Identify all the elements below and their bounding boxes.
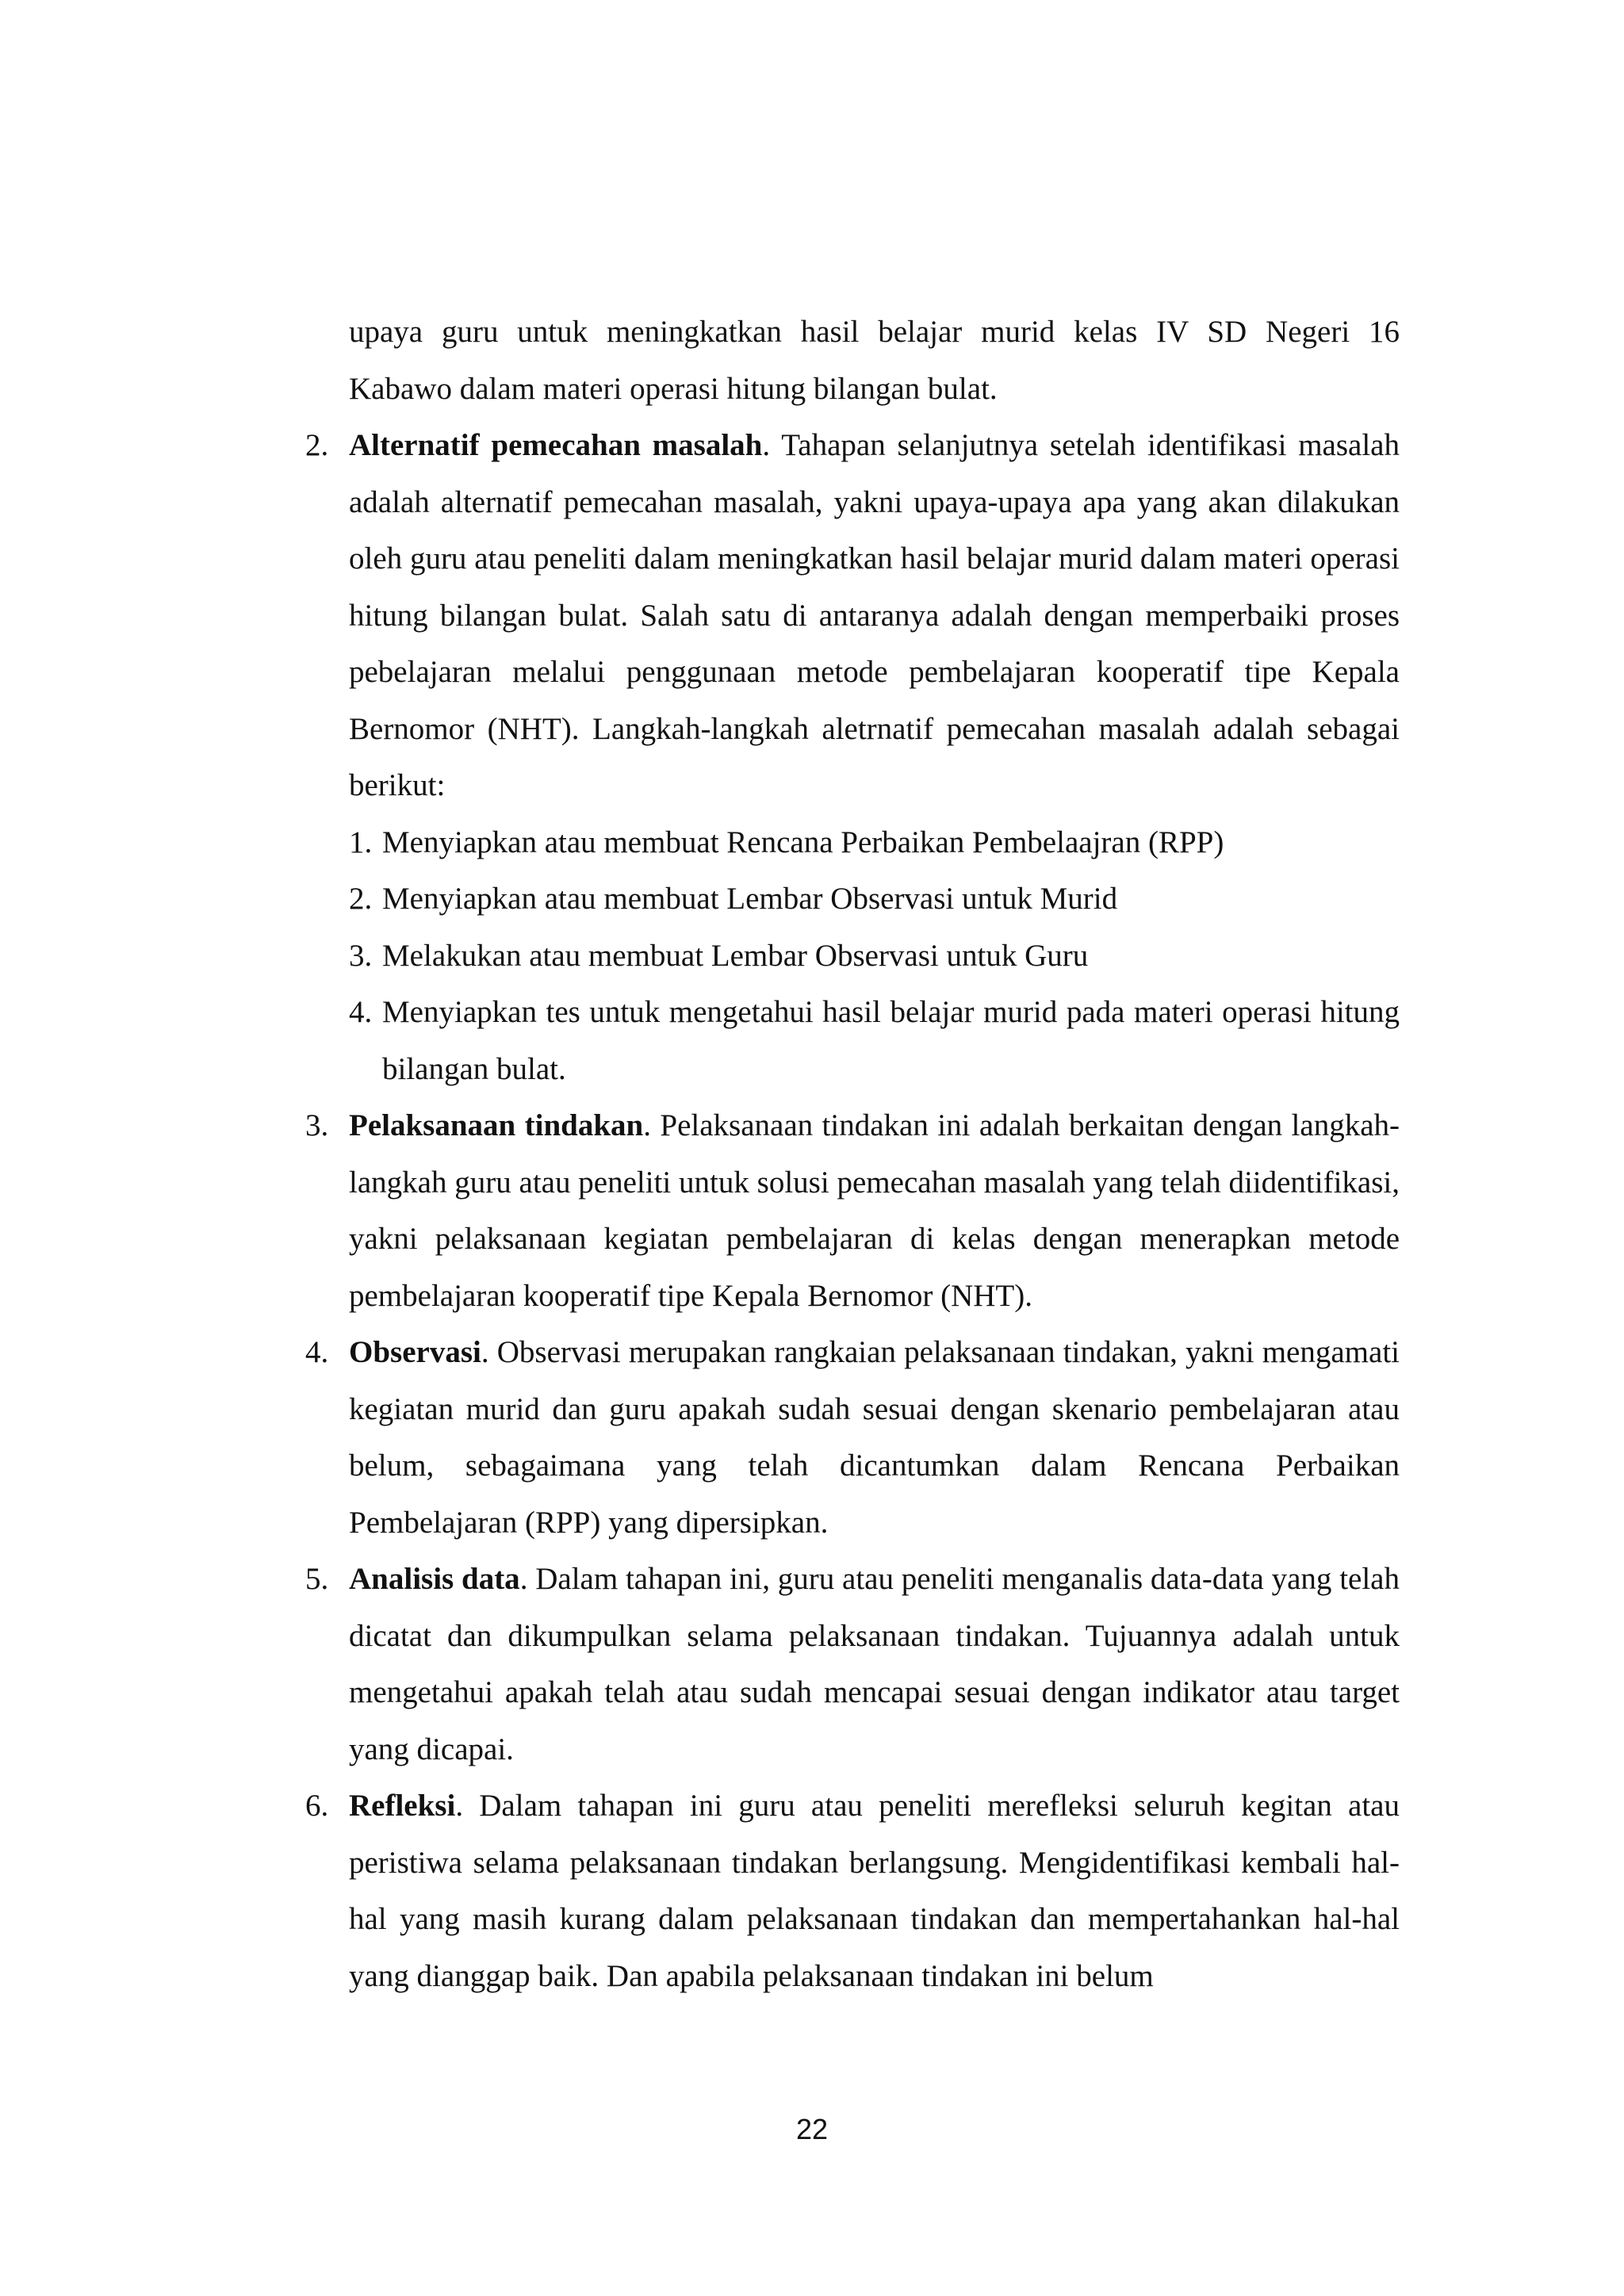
item-heading: Observasi: [349, 1335, 481, 1369]
item-body: . Dalam tahapan ini guru atau peneliti merefleksi seluruh kegitan atau peristiwa selama pelaksanaan tindakan berlangsung. Mengidentifikasi kembali hal-hal yang masih kurang dalam pelaksanaan tindakan dan mempertahankan hal-hal yang dianggap baik. Dan apabila pelaksanaan tindakan ini belum: [349, 1789, 1400, 1993]
item-body: . Pelaksanaan tindakan ini adalah berkaitan dengan langkah-langkah guru atau peneliti untuk solusi pemecahan masalah yang telah diidentifikasi, yakni pelaksanaan kegiatan pembelajaran di kelas dengan menerapkan metode pembelajaran kooperatif tipe Kepala Bernomor (NHT).: [349, 1108, 1400, 1313]
sub-list: [305, 814, 1400, 1098]
sub-number: 3.: [349, 938, 373, 973]
list-number: 4.: [305, 1335, 329, 1369]
sub-item-3: [349, 928, 1400, 985]
sub-text: Melakukan atau membuat Lembar Observasi untuk Guru: [382, 938, 1089, 973]
list-item-5: [305, 1551, 1400, 1777]
list-item-4: [305, 1324, 1400, 1551]
sub-item-1: [349, 814, 1400, 871]
list-number: 3.: [305, 1108, 329, 1142]
sub-number: 1.: [349, 825, 373, 859]
sub-text: Menyiapkan atau membuat Rencana Perbaikan Pembelaajran (RPP): [382, 825, 1224, 859]
item-heading: Pelaksanaan tindakan: [349, 1108, 644, 1142]
item-heading: Alternatif pemecahan masalah: [349, 428, 763, 462]
item-heading: Analisis data: [349, 1562, 520, 1596]
sub-number: 2.: [349, 882, 373, 916]
list-number: 5.: [305, 1562, 329, 1596]
item-body: . Dalam tahapan ini, guru atau peneliti menganalis data-data yang telah dicatat dan dikumpulkan selama pelaksanaan tindakan. Tujuannya adalah untuk mengetahui apakah telah atau sudah mencapai sesuai dengan indikator atau target yang dicapai.: [349, 1562, 1400, 1766]
sub-item-4: [349, 984, 1400, 1097]
body-text: [305, 304, 1400, 2004]
sub-number: 4.: [349, 995, 373, 1029]
item-heading: Refleksi: [349, 1789, 456, 1823]
sub-text: Menyiapkan atau membuat Lembar Observasi untuk Murid: [382, 882, 1118, 916]
continuation-line-2: Kabawo dalam materi operasi hitung bilangan bulat.: [349, 371, 998, 406]
continuation-line-1: upaya guru untuk meningkatkan hasil belajar murid kelas IV SD Negeri 16: [349, 315, 1400, 349]
sub-text: Menyiapkan tes untuk mengetahui hasil belajar murid pada materi operasi hitung bilangan bulat.: [382, 995, 1400, 1086]
list-item-3: [305, 1097, 1400, 1324]
page-number: 22: [795, 2113, 829, 2145]
list-item-6: [305, 1777, 1400, 2004]
item-body: . Observasi merupakan rangkaian pelaksanaan tindakan, yakni mengamati kegiatan murid dan guru apakah sudah sesuai dengan skenario pembelajaran atau belum, sebagaimana yang telah dicantumkan dalam Rencana Perbaikan Pembelajaran (RPP) yang dipersipkan.: [349, 1335, 1400, 1540]
item-body: . Tahapan selanjutnya setelah identifikasi masalah adalah alternatif pemecahan masalah, yakni upaya-upaya apa yang akan dilakukan oleh guru atau peneliti dalam meningkatkan hasil belajar murid dalam materi operasi hitung bilangan bulat. Salah satu di antaranya adalah dengan memperbaiki proses pebelajaran melalui penggunaan metode pembelajaran kooperatif tipe Kepala Bernomor (NHT). Langkah-langkah aletrnatif pemecahan masalah adalah sebagai berikut:: [349, 428, 1400, 802]
list-item-2: [305, 417, 1400, 814]
sub-item-2: [349, 871, 1400, 928]
list-number: 6.: [305, 1789, 329, 1823]
list-number: 2.: [305, 428, 329, 462]
